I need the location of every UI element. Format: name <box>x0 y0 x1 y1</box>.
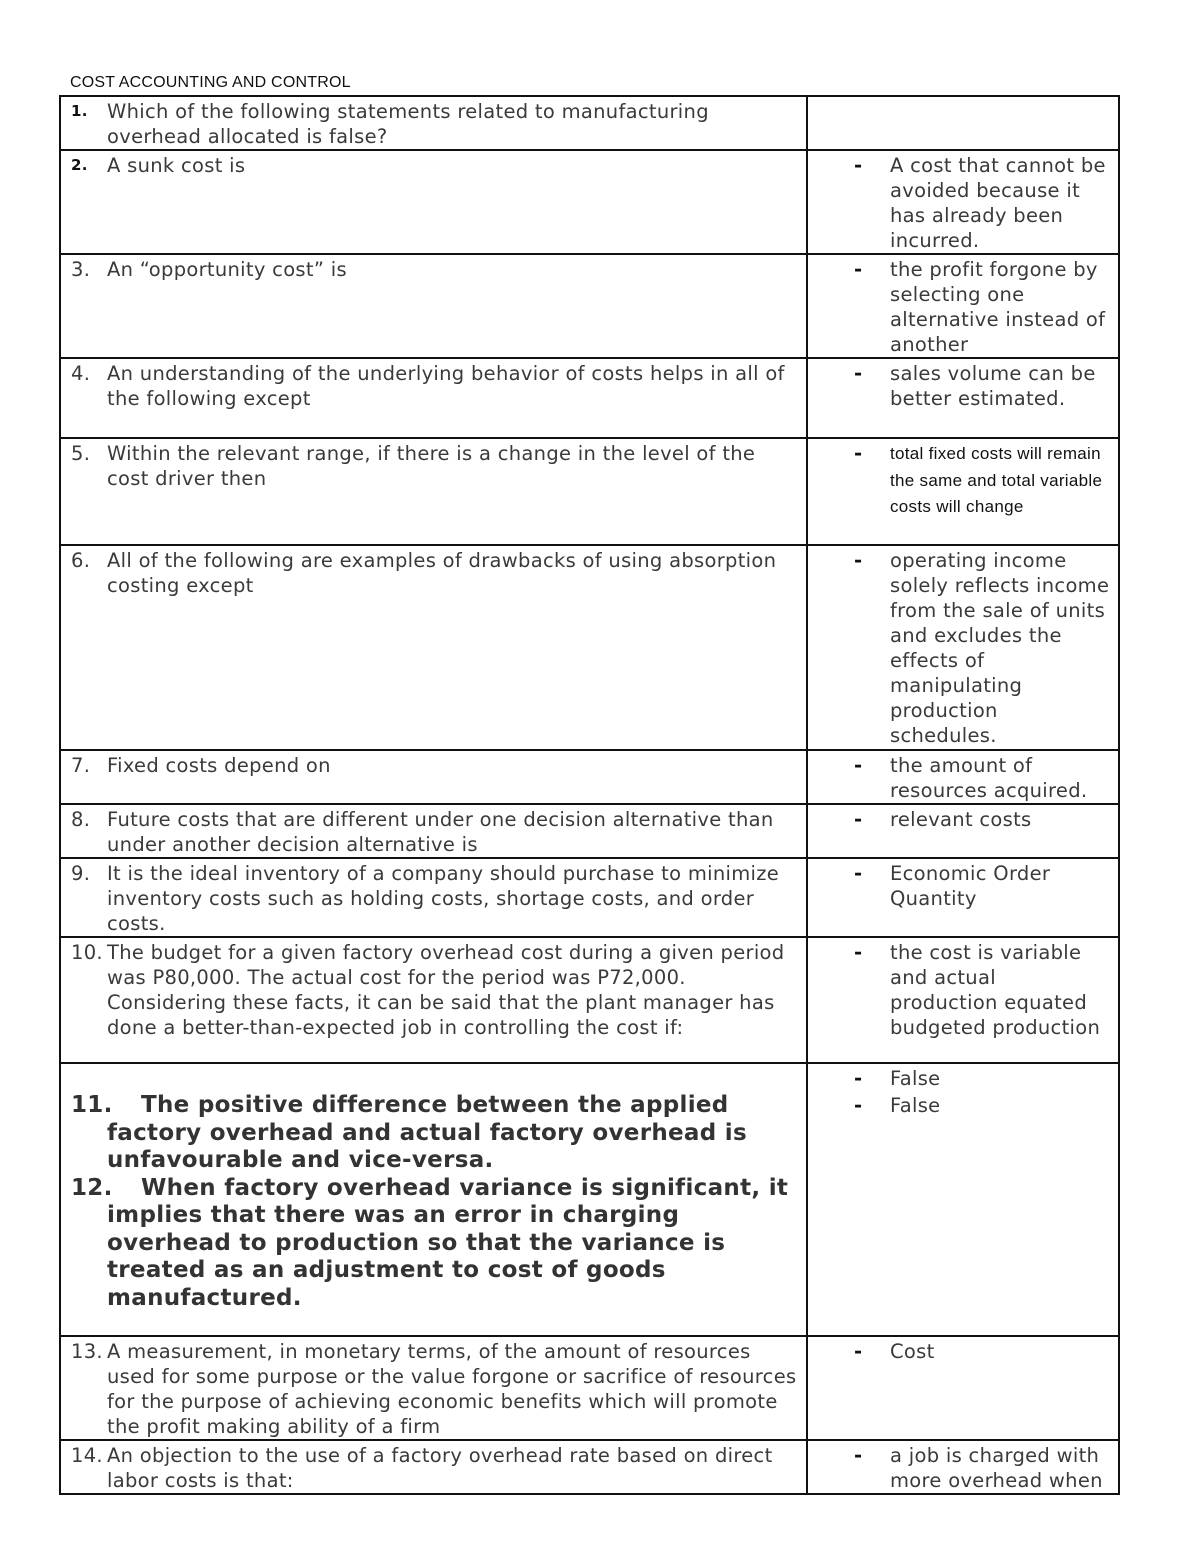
question-number: 5. <box>71 442 91 465</box>
answer-cell <box>807 150 1119 254</box>
bullet-dash: - <box>854 1067 863 1090</box>
question-number: 4. <box>71 362 91 385</box>
answer-text: operating income solely reflects income from the sale of units and excludes the effects of manipulating production schedules. <box>890 549 1110 747</box>
answer-cell <box>807 96 1119 150</box>
question-text: The positive difference between the applied factory overhead and actual factory overhead is unfavourable and vice-versa. <box>107 1092 747 1173</box>
question-number: 14. <box>71 1444 103 1467</box>
answer-cell <box>807 1063 1119 1336</box>
table-row <box>60 1063 1119 1336</box>
answer-cell <box>807 1336 1119 1440</box>
question-text: When factory overhead variance is significant, it implies that there was an error in charging overhead to production so that the variance is treated as an adjustment to cost of goods manufactured. <box>107 1174 789 1311</box>
question-number: 6. <box>71 549 91 572</box>
answer-text: False <box>890 1094 941 1117</box>
bullet-dash: - <box>854 1094 863 1117</box>
answer-text: the profit forgone by selecting one alternative instead of another <box>890 258 1106 356</box>
question-cell <box>60 750 807 804</box>
answer-cell <box>807 937 1119 1063</box>
question-text: An understanding of the underlying behavior of costs helps in all of the following except <box>107 362 785 410</box>
question-cell <box>60 1336 807 1440</box>
answer-text: a job is charged with more overhead when <box>890 1444 1103 1492</box>
answer-text: the cost is variable and actual production equated budgeted production <box>890 941 1101 1039</box>
question-text: An “opportunity cost” is <box>107 258 347 281</box>
bullet-dash: - <box>854 862 863 885</box>
question-text: A sunk cost is <box>107 154 246 177</box>
bullet-dash: - <box>854 754 863 777</box>
bullet-dash: - <box>854 258 863 281</box>
table-row <box>60 804 1119 858</box>
answer-cell <box>807 545 1119 750</box>
question-text: Fixed costs depend on <box>107 754 331 777</box>
answer-cell <box>807 254 1119 358</box>
document-title: COST ACCOUNTING AND CONTROL <box>70 74 351 91</box>
question-text: Future costs that are different under one decision alternative than under another decision alternative is <box>107 808 774 856</box>
question-number: 12. <box>71 1174 113 1201</box>
table-row <box>60 358 1119 438</box>
answer-cell <box>807 750 1119 804</box>
table-row <box>60 150 1119 254</box>
bullet-dash: - <box>854 442 863 465</box>
table-row <box>60 1336 1119 1440</box>
question-cell <box>60 150 807 254</box>
answer-text: sales volume can be better estimated. <box>890 362 1096 410</box>
question-number: 13. <box>71 1340 103 1363</box>
answer-cell <box>807 358 1119 438</box>
question-cell <box>60 96 807 150</box>
question-cell <box>60 1440 807 1494</box>
question-cell <box>60 1063 807 1336</box>
answer-cell <box>807 438 1119 545</box>
question-text: The budget for a given factory overhead cost during a given period was P80,000. The actual cost for the period was P72,000. Considering these facts, it can be said that the plant manager has done a better-than-expected job in controlling the cost if: <box>107 941 785 1039</box>
bullet-dash: - <box>854 362 863 385</box>
table-row <box>60 937 1119 1063</box>
table-row <box>60 438 1119 545</box>
bullet-dash: - <box>854 549 863 572</box>
answer-cell <box>807 858 1119 937</box>
question-number: 8. <box>71 808 91 831</box>
bullet-dash: - <box>854 808 863 831</box>
question-cell <box>60 254 807 358</box>
question-text: All of the following are examples of drawbacks of using absorption costing except <box>107 549 777 597</box>
question-text: A measurement, in monetary terms, of the amount of resources used for some purpose or the value forgone or sacrifice of resources for the purpose of achieving economic benefits which will promote the profit making ability of a firm <box>107 1340 797 1438</box>
question-cell <box>60 858 807 937</box>
question-cell <box>60 937 807 1063</box>
table-row <box>60 545 1119 750</box>
question-number: 2. <box>71 156 88 174</box>
table-row <box>60 1440 1119 1494</box>
question-text: Within the relevant range, if there is a change in the level of the cost driver then <box>107 442 756 490</box>
question-cell <box>60 545 807 750</box>
qa-table <box>59 95 1120 1495</box>
answer-text: Economic Order Quantity <box>890 862 1051 910</box>
answer-text: False <box>890 1067 941 1090</box>
question-number: 11. <box>71 1092 113 1118</box>
question-number: 1. <box>71 102 88 120</box>
answer-text: Cost <box>890 1340 935 1363</box>
question-cell <box>60 804 807 858</box>
answer-text: total fixed costs will remain the same and total variable costs will change <box>890 444 1103 516</box>
bullet-dash: - <box>854 941 863 964</box>
question-cell <box>60 438 807 545</box>
question-text: An objection to the use of a factory overhead rate based on direct labor costs is that: <box>107 1444 773 1492</box>
table-row <box>60 750 1119 804</box>
answer-text: relevant costs <box>890 808 1032 831</box>
table-row <box>60 254 1119 358</box>
question-text: It is the ideal inventory of a company should purchase to minimize inventory costs such as holding costs, shortage costs, and order costs. <box>107 862 780 935</box>
bullet-dash: - <box>854 154 863 177</box>
table-row <box>60 96 1119 150</box>
answer-cell <box>807 804 1119 858</box>
answer-cell <box>807 1440 1119 1494</box>
question-number: 9. <box>71 862 91 885</box>
question-number: 3. <box>71 258 91 281</box>
question-text: Which of the following statements related to manufacturing overhead allocated is false? <box>107 100 709 148</box>
question-number: 7. <box>71 754 91 777</box>
answer-text: the amount of resources acquired. <box>890 754 1088 802</box>
table-row <box>60 858 1119 937</box>
bullet-dash: - <box>854 1444 863 1467</box>
answer-text: A cost that cannot be avoided because it has already been incurred. <box>890 154 1106 252</box>
question-number: 10. <box>71 941 103 964</box>
question-cell <box>60 358 807 438</box>
bullet-dash: - <box>854 1340 863 1363</box>
bold-statements <box>61 1064 806 1312</box>
